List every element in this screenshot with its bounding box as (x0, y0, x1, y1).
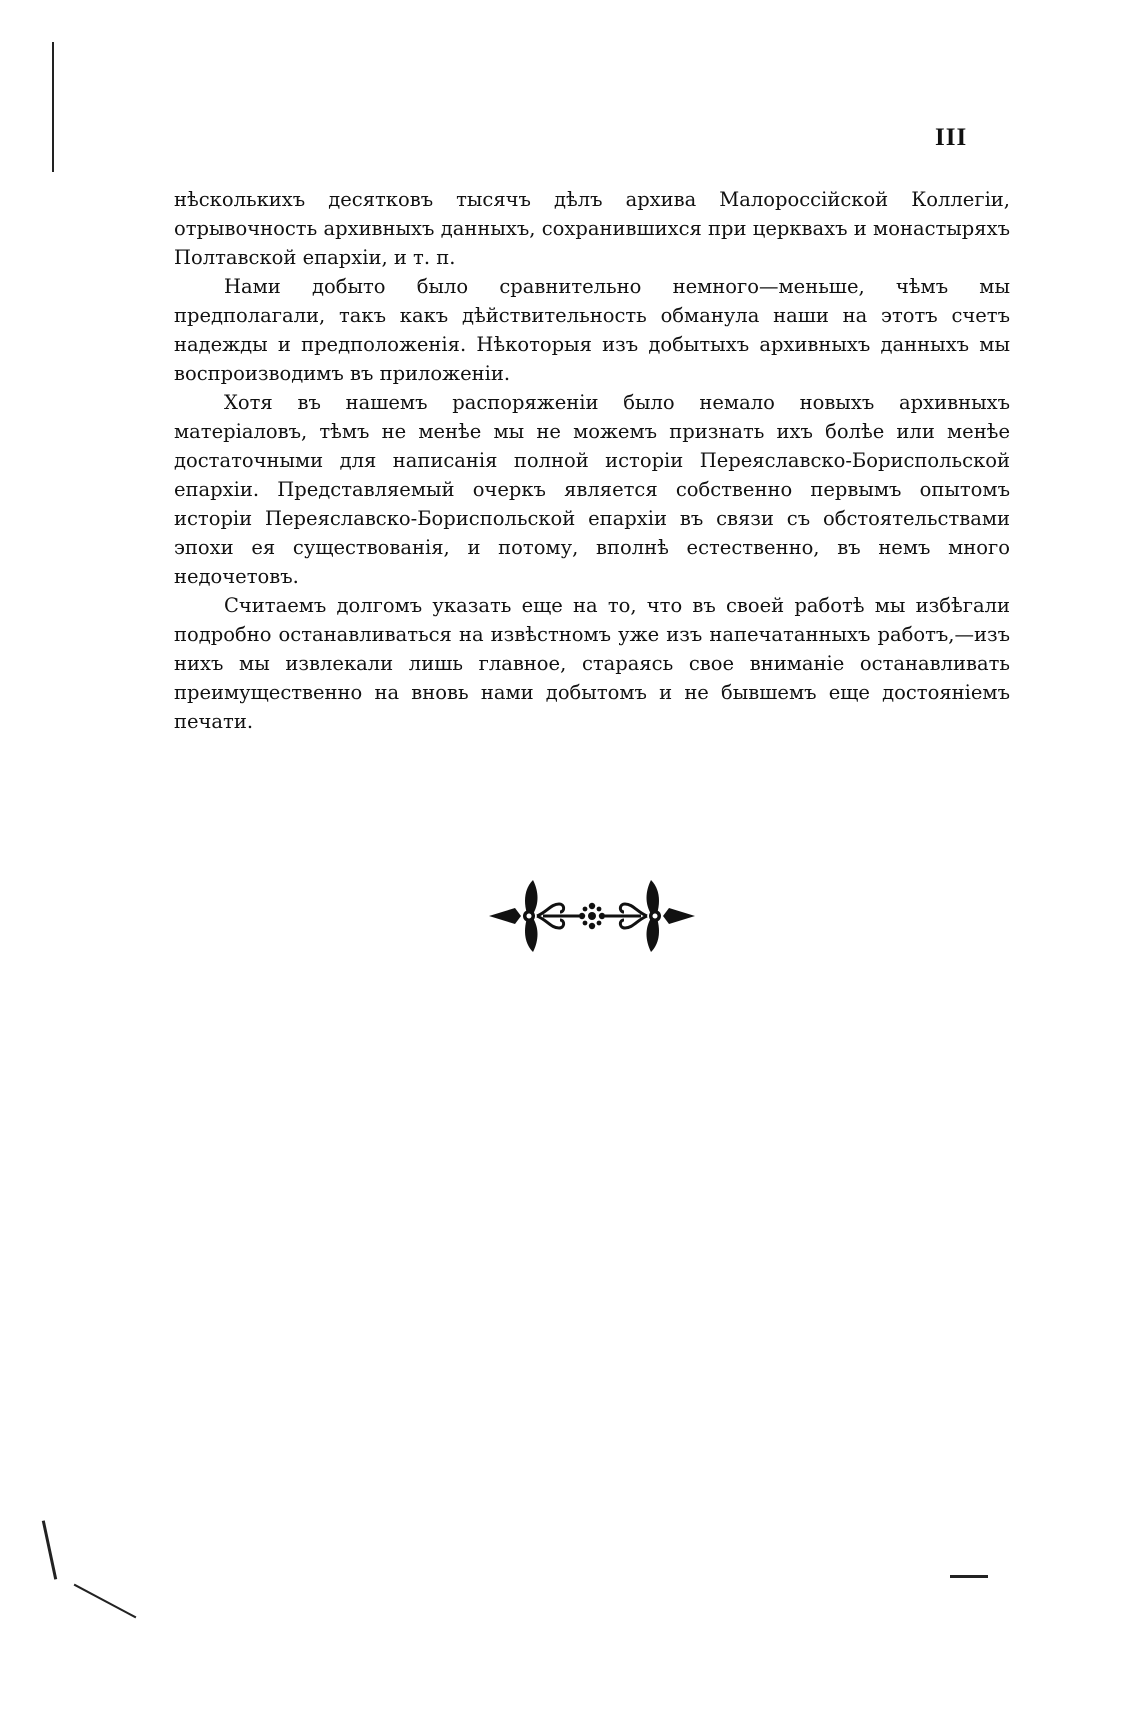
paragraph-1: нѣсколькихъ десятковъ тысячъ дѣлъ архива Малороссійской Коллегіи, отрывочность архивныхъ данныхъ, сохранившихся при церквахъ и монастыряхъ Полтавской епархіи, и т. п. (174, 188, 1010, 269)
paragraph-2: Нами добыто было сравнительно немного—меньше, чѣмъ мы предполагали, такъ какъ дѣйствительность обманула наши на этотъ счетъ надежды и предположенія. Нѣкоторыя изъ добытыхъ архивныхъ данныхъ мы воспроизводимъ въ приложеніи. (174, 275, 1010, 385)
scan-edge-mark (950, 1575, 988, 1578)
scan-edge-mark (42, 1520, 57, 1579)
paragraph-4: Считаемъ долгомъ указать еще на то, что въ своей работѣ мы избѣгали подробно останавливаться на извѣстномъ уже изъ напечатанныхъ работъ,—изъ нихъ мы извлекали лишь главное, стараясь свое вниманіе останавливать преимущественно на вновь нами добытомъ и не бывшемъ еще достояніемъ печати. (174, 594, 1010, 733)
body-text (174, 185, 1010, 736)
scan-edge-mark (74, 1584, 137, 1619)
fleur-de-lis-ornament-icon (487, 878, 697, 954)
scan-edge-mark (52, 42, 54, 172)
paragraph-3: Хотя въ нашемъ распоряженіи было немало новыхъ архивныхъ матеріаловъ, тѣмъ не менѣе мы не можемъ признать ихъ болѣе или менѣе достаточными для написанія полной исторіи Переяславско-Бориспольской епархіи. Представляемый очеркъ является собственно первымъ опытомъ исторіи Переяславско-Бориспольской епархіи въ связи съ обстоятельствами эпохи ея существованія, и потому, вполнѣ естественно, въ немъ много недочетовъ. (174, 391, 1010, 588)
page-number: III (935, 124, 968, 151)
